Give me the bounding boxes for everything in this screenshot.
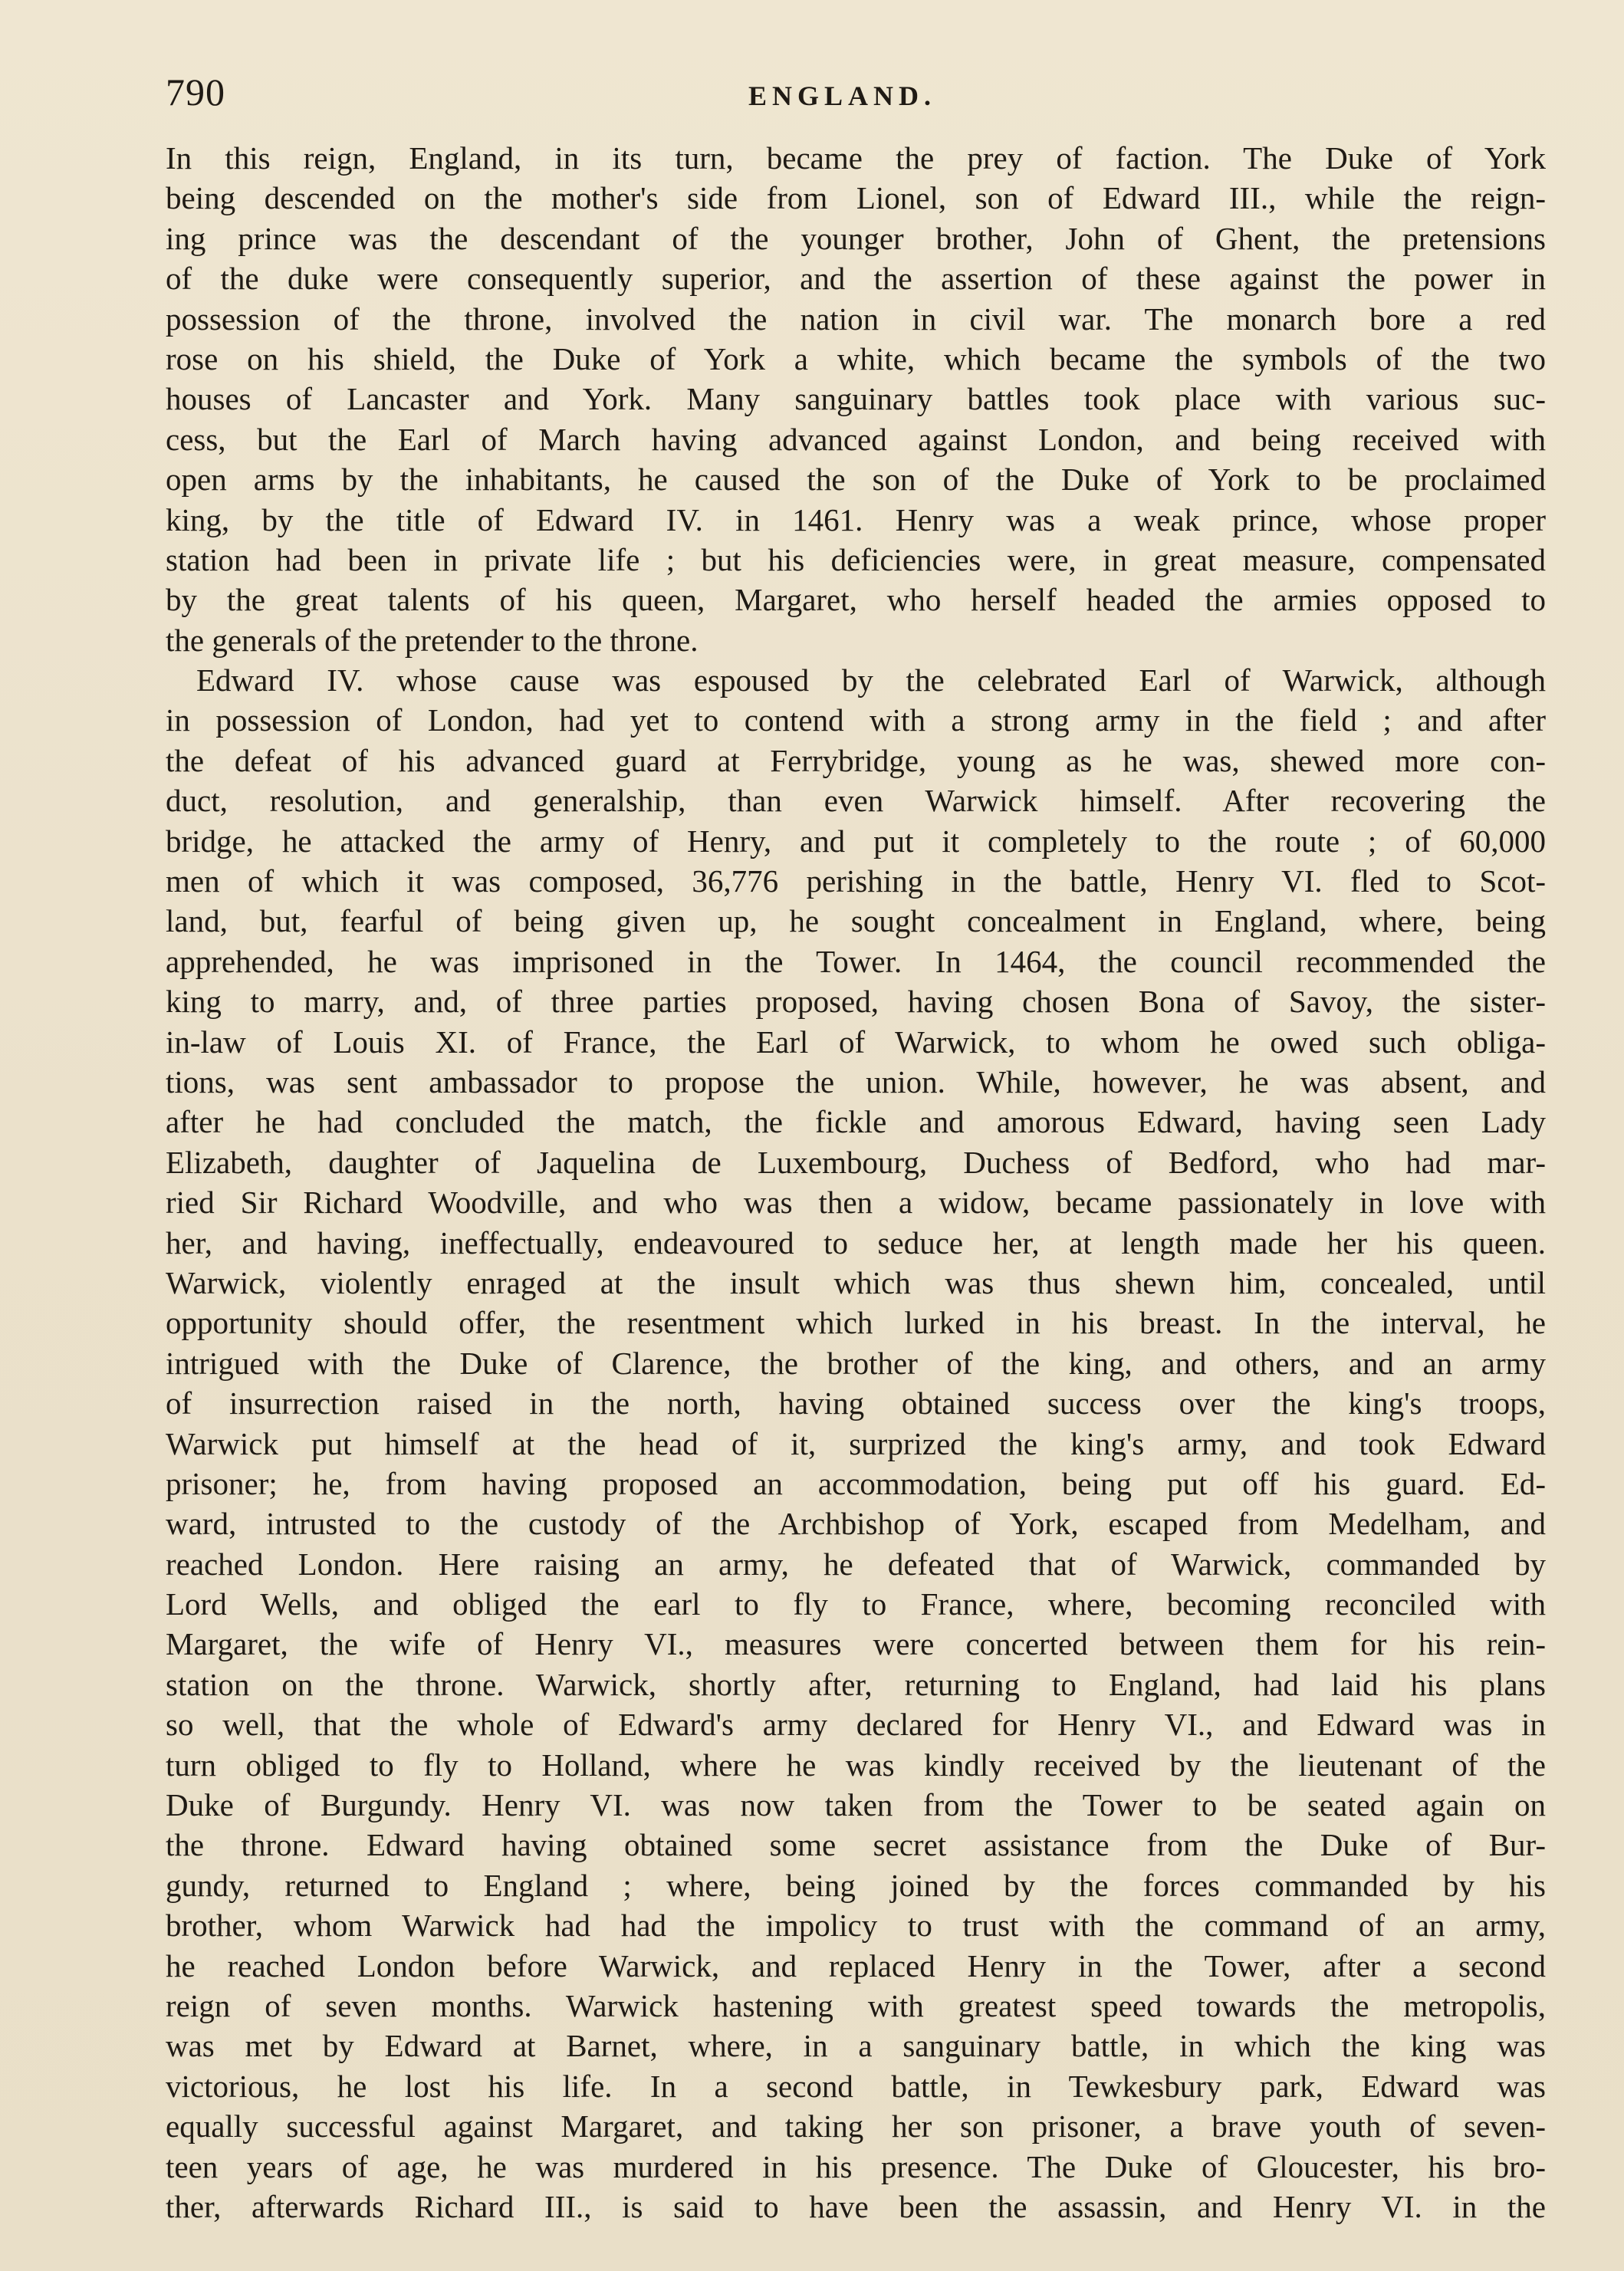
text-line: he reached London before Warwick, and replaced Henry in the Tower, after a second [166,1947,1546,1983]
text-line: gundy, returned to England ; where, being joined by the forces commanded by his [166,1867,1546,1903]
text-line: prisoner; he, from having proposed an accommodation, being put off his guard. Ed- [166,1465,1546,1501]
text-line: ried Sir Richard Woodville, and who was then a widow, became passionately in love with [166,1185,1546,1221]
running-head: ENGLAND. [748,81,937,111]
text-line: in-law of Louis XI. of France, the Earl of Warwick, to whom he owed such obliga- [166,1024,1546,1060]
text-line: apprehended, he was imprisoned in the Tower. In 1464, the council recommended the [166,943,1546,979]
text-line: was met by Edward at Barnet, where, in a sanguinary battle, in which the king was [166,2028,1546,2064]
text-line: reign of seven months. Warwick hastening with greatest speed towards the metropolis, [166,1987,1546,2023]
text-line: by the great talents of his queen, Margaret, who herself headed the armies opposed to [166,582,1546,618]
text-line: victorious, he lost his life. In a second battle, in Tewkesbury park, Edward was [166,2068,1546,2104]
text-line: Lord Wells, and obliged the earl to fly to France, where, becoming reconciled with [166,1586,1546,1622]
text-line: Edward IV. whose cause was espoused by the celebrated Earl of Warwick, although [196,662,1546,698]
text-line: king to marry, and, of three parties proposed, having chosen Bona of Savoy, the sister- [166,984,1546,1020]
text-line: ward, intrusted to the custody of the Archbishop of York, escaped from Medelham, and [166,1506,1546,1542]
text-line: ing prince was the descendant of the younger brother, John of Ghent, the pretensions [166,220,1546,256]
text-line: the generals of the pretender to the throne. [166,622,699,658]
text-line: after he had concluded the match, the fickle and amorous Edward, having seen Lady [166,1104,1546,1140]
text-line: turn obliged to fly to Holland, where he was kindly received by the lieutenant of the [166,1747,1546,1783]
text-line: brother, whom Warwick had had the impolicy to trust with the command of an army, [166,1908,1546,1944]
text-line: Elizabeth, daughter of Jaquelina de Luxembourg, Duchess of Bedford, who had mar- [166,1144,1546,1180]
text-line: ther, afterwards Richard III., is said to have been the assassin, and Henry VI. in the [166,2188,1546,2224]
text-line: being descended on the mother's side from Lionel, son of Edward III., while the reign- [166,180,1546,216]
text-line: Warwick put himself at the head of it, surprized the king's army, and took Edward [166,1425,1546,1461]
text-line: houses of Lancaster and York. Many sanguinary battles took place with various suc- [166,381,1546,417]
text-line: so well, that the whole of Edward's army declared for Henry VI., and Edward was in [166,1707,1546,1743]
text-line: Margaret, the wife of Henry VI., measures were concerted between them for his rein- [166,1626,1546,1662]
text-line: of insurrection raised in the north, having obtained success over the king's troops, [166,1385,1546,1421]
text-line: equally successful against Margaret, and taking her son prisoner, a brave youth of seven- [166,2108,1546,2144]
text-line: land, but, fearful of being given up, he sought concealment in England, where, being [166,903,1546,939]
text-line: of the duke were consequently superior, and the assertion of these against the power in [166,261,1546,297]
text-line: Warwick, violently enraged at the insult which was thus shewn him, concealed, until [166,1264,1546,1300]
text-line: king, by the title of Edward IV. in 1461. Henry was a weak prince, whose proper [166,501,1546,537]
text-line: duct, resolution, and generalship, than even Warwick himself. After recovering the [166,783,1546,819]
text-line: In this reign, England, in its turn, became the prey of faction. The Duke of York [166,140,1546,176]
text-line: station on the throne. Warwick, shortly after, returning to England, had laid his plans [166,1666,1546,1702]
text-line: teen years of age, he was murdered in his presence. The Duke of Gloucester, his bro- [166,2148,1546,2184]
text-line: opportunity should offer, the resentment which lurked in his breast. In the interval, he [166,1305,1546,1341]
text-line: cess, but the Earl of March having advanced against London, and being received with [166,421,1546,457]
text-line: intrigued with the Duke of Clarence, the brother of the king, and others, and an army [166,1345,1546,1381]
page-number: 790 [166,71,225,113]
text-line: open arms by the inhabitants, he caused the son of the Duke of York to be proclaimed [166,462,1546,498]
text-line: the defeat of his advanced guard at Ferrybridge, young as he was, shewed more con- [166,742,1546,778]
text-line: bridge, he attacked the army of Henry, and put it completely to the route ; of 60,000 [166,823,1546,859]
text-line: station had been in private life ; but his deficiencies were, in great measure, compensated [166,541,1546,577]
text-line: men of which it was composed, 36,776 perishing in the battle, Henry VI. fled to Scot- [166,863,1546,899]
text-line: rose on his shield, the Duke of York a white, which became the symbols of the two [166,340,1546,376]
text-line: possession of the throne, involved the nation in civil war. The monarch bore a red [166,301,1546,337]
body-text [166,138,1546,2227]
text-line: reached London. Here raising an army, he defeated that of Warwick, commanded by [166,1546,1546,1582]
text-line: Duke of Burgundy. Henry VI. was now taken from the Tower to be seated again on [166,1787,1546,1823]
text-line: tions, was sent ambassador to propose the union. While, however, he was absent, and [166,1063,1546,1099]
text-line: in possession of London, had yet to contend with a strong army in the field ; and after [166,702,1546,738]
text-line: the throne. Edward having obtained some secret assistance from the Duke of Bur- [166,1827,1546,1863]
text-line: her, and having, ineffectually, endeavoured to seduce her, at length made her his queen. [166,1224,1546,1260]
